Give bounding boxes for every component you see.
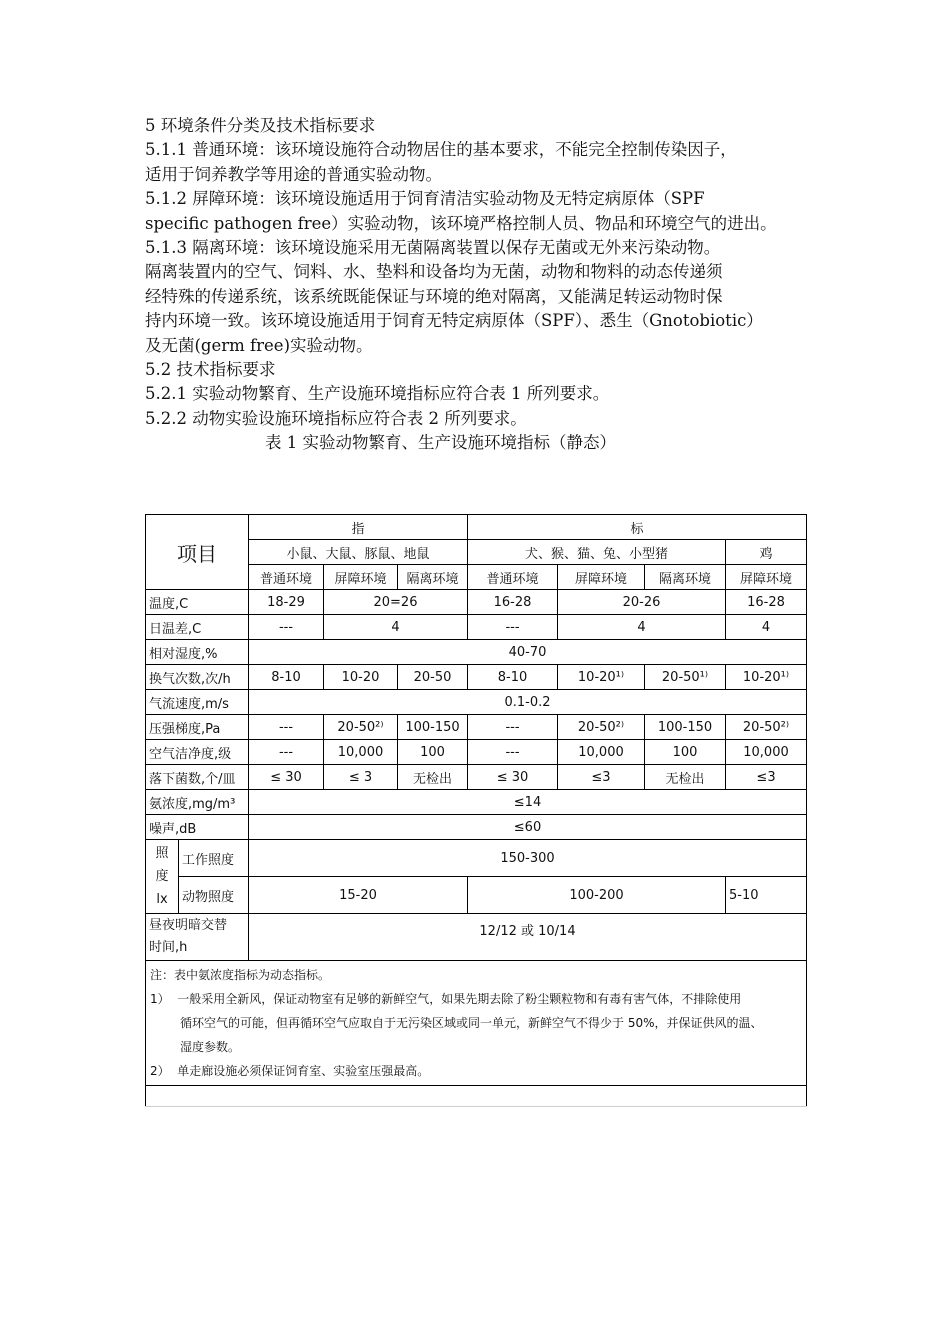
- cell: 10-20¹⁾: [726, 665, 807, 690]
- cell: ≤14: [249, 790, 807, 815]
- table-row: [146, 690, 807, 715]
- note-text: 单走廊设施必须保证饲育室、实验室压强最高。: [177, 1064, 430, 1078]
- row-label: 动物照度: [179, 877, 249, 914]
- table-row: [146, 640, 807, 665]
- row-label: 温度,C: [146, 590, 249, 615]
- empty-row: [146, 1086, 807, 1107]
- cell: ≤ 30: [468, 765, 558, 790]
- header-item: 项目: [146, 515, 249, 590]
- cell: ≤ 3: [324, 765, 398, 790]
- header-group-chicken: 鸡: [726, 540, 807, 565]
- cell: 10-20: [324, 665, 398, 690]
- header-env: 屏障环境: [324, 565, 398, 590]
- cell: 8-10: [249, 665, 324, 690]
- cell: 100: [398, 740, 468, 765]
- cell: 0.1-0.2: [249, 690, 807, 715]
- note-1: [150, 987, 802, 1011]
- cell: 40-70: [249, 640, 807, 665]
- row-label: 气流速度,m/s: [146, 690, 249, 715]
- cell: ≤60: [249, 815, 807, 840]
- paragraph-line: 5.1.1 普通环境：该环境设施符合动物居住的基本要求，不能完全控制传染因子，: [145, 140, 737, 160]
- paragraph-line: 5.1.3 隔离环境：该环境设施采用无菌隔离装置以保存无菌或无外来污染动物。: [145, 238, 721, 258]
- cell: 18-29: [249, 590, 324, 615]
- table-row: [146, 840, 807, 877]
- row-label: 空气洁净度,级: [146, 740, 249, 765]
- label-line: 昼夜明暗交替: [149, 918, 228, 933]
- paragraph-line: specific pathogen free）实验动物，该环境严格控制人员、物品和环境空气的进出。: [145, 213, 777, 233]
- cell: ---: [249, 615, 324, 640]
- header-env: 隔离环境: [398, 565, 468, 590]
- cell: ---: [468, 615, 558, 640]
- cell: 20-50²⁾: [324, 715, 398, 740]
- header-env: 隔离环境: [645, 565, 726, 590]
- cell: ---: [468, 740, 558, 765]
- cell: 无检出: [398, 765, 468, 790]
- empty-cell: [146, 1086, 807, 1107]
- paragraph-line: 5.2.1 实验动物繁育、生产设施环境指标应符合表 1 所列要求。: [145, 384, 610, 404]
- notes-row: [146, 961, 807, 1086]
- cell: ≤ 30: [249, 765, 324, 790]
- cell: ---: [249, 740, 324, 765]
- paragraph-line: 及无菌(germ free)实验动物。: [145, 335, 373, 355]
- cell: 20-50²⁾: [558, 715, 645, 740]
- note-2: [150, 1059, 802, 1083]
- label-char: 照: [155, 846, 169, 861]
- label-char: 度: [155, 869, 169, 884]
- table-row: [146, 790, 807, 815]
- paragraph-line: 适用于饲养教学等用途的普通实验动物。: [145, 164, 442, 184]
- table-row: [146, 715, 807, 740]
- row-label-illuminance: [146, 840, 179, 914]
- cell: 8-10: [468, 665, 558, 690]
- cell: ≤3: [558, 765, 645, 790]
- table-row: [146, 877, 807, 914]
- note-mark: 2）: [150, 1064, 170, 1078]
- label-char: lx: [156, 892, 168, 907]
- paragraph-line: 持内环境一致。该环境设施适用于饲育无特定病原体（SPF）、悉生（Gnotobiotic）: [145, 311, 763, 331]
- cell: 100-150: [398, 715, 468, 740]
- header-env: 屏障环境: [558, 565, 645, 590]
- header-env: 屏障环境: [726, 565, 807, 590]
- cell: 5-10: [726, 877, 807, 914]
- header-index-2: 标: [468, 515, 807, 540]
- table-row: [146, 740, 807, 765]
- paragraph-line: 隔离装置内的空气、饲料、水、垫料和设备均为无菌，动物和物料的动态传递须: [145, 262, 723, 282]
- cell: 10,000: [324, 740, 398, 765]
- body-text: [145, 114, 815, 456]
- row-label: 落下菌数,个/皿: [146, 765, 249, 790]
- row-label: 噪声,dB: [146, 815, 249, 840]
- row-label: 压强梯度,Pa: [146, 715, 249, 740]
- cell: 无检出: [645, 765, 726, 790]
- row-label: 相对湿度,%: [146, 640, 249, 665]
- label-line: 时间,h: [149, 940, 188, 955]
- row-label: 换气次数,次/h: [146, 665, 249, 690]
- row-label: 日温差,C: [146, 615, 249, 640]
- row-label: 工作照度: [179, 840, 249, 877]
- note-text: 一般采用全新风，保证动物室有足够的新鲜空气，如果先期去除了粉尘颗粒物和有毒有害气体，不排除使用: [177, 992, 742, 1006]
- cell: 12/12 或 10/14: [249, 914, 807, 961]
- table-row: [146, 665, 807, 690]
- header-group-rodents: 小鼠、大鼠、豚鼠、地鼠: [249, 540, 468, 565]
- cell: 10,000: [726, 740, 807, 765]
- note-mark: 1）: [150, 992, 170, 1006]
- note-text: 循环空气的可能，但再循环空气应取自于无污染区域或同一单元，新鲜空气不得少于 50%，并保证供风的温、: [180, 1016, 763, 1030]
- note-head: 注：表中氨浓度指标为动态指标。: [150, 968, 331, 982]
- table-row: [146, 914, 807, 961]
- table-caption: 表 1 实验动物繁育、生产设施环境指标（静态）: [265, 433, 616, 453]
- cell: ≤3: [726, 765, 807, 790]
- cell: 100-200: [468, 877, 726, 914]
- header-index-1: 指: [249, 515, 468, 540]
- row-label: 氨浓度,mg/m³: [146, 790, 249, 815]
- cell: 4: [324, 615, 468, 640]
- header-group-mammals: 犬、猴、猫、兔、小型猪: [468, 540, 726, 565]
- paragraph-line: 5.1.2 屏障环境：该环境设施适用于饲育清洁实验动物及无特定病原体（SPF: [145, 189, 705, 209]
- note-text: 湿度参数。: [180, 1040, 241, 1054]
- cell: 150-300: [249, 840, 807, 877]
- environment-index-table: [145, 514, 807, 1107]
- cell: 4: [558, 615, 726, 640]
- cell: ---: [468, 715, 558, 740]
- cell: 100: [645, 740, 726, 765]
- cell: ---: [249, 715, 324, 740]
- cell: 20-50²⁾: [726, 715, 807, 740]
- table-row: [146, 765, 807, 790]
- paragraph-line: 5.2.2 动物实验设施环境指标应符合表 2 所列要求。: [145, 408, 527, 428]
- cell: 20=26: [324, 590, 468, 615]
- row-label: [146, 914, 249, 961]
- header-env: 普通环境: [468, 565, 558, 590]
- cell: 20-50¹⁾: [645, 665, 726, 690]
- header-env: 普通环境: [249, 565, 324, 590]
- section-heading: 5 环境条件分类及技术指标要求: [145, 116, 376, 135]
- cell: 20-50: [398, 665, 468, 690]
- table-row: [146, 615, 807, 640]
- cell: 100-150: [645, 715, 726, 740]
- cell: 10,000: [558, 740, 645, 765]
- table-row: [146, 815, 807, 840]
- cell: 16-28: [726, 590, 807, 615]
- paragraph-line: 经特殊的传递系统，该系统既能保证与环境的绝对隔离，又能满足转运动物时保: [145, 286, 723, 306]
- table-row: [146, 590, 807, 615]
- cell: 10-20¹⁾: [558, 665, 645, 690]
- cell: 16-28: [468, 590, 558, 615]
- cell: 4: [726, 615, 807, 640]
- subsection-heading: 5.2 技术指标要求: [145, 360, 276, 380]
- table-notes: [146, 961, 807, 1086]
- cell: 20-26: [558, 590, 726, 615]
- cell: 15-20: [249, 877, 468, 914]
